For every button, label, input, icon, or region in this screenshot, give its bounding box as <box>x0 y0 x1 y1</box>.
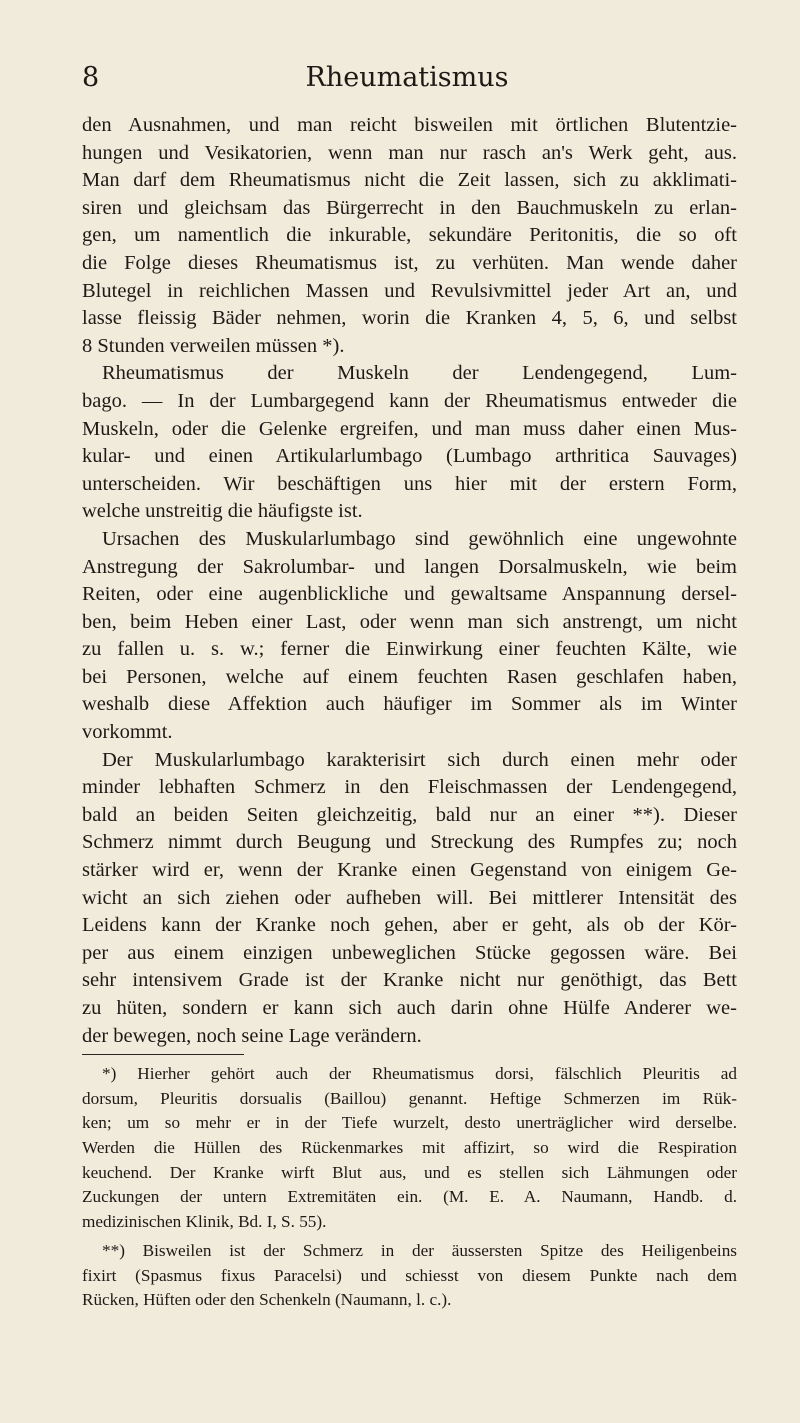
text-line: stärker wird er, wenn der Kranke einen Gegenstand von einigem Ge- <box>82 859 737 882</box>
text-line: Ursachen des Muskularlumbago sind gewöhnlich eine ungewohnte <box>102 527 737 550</box>
page-header <box>82 62 732 102</box>
main-text <box>82 112 737 1050</box>
footnote-divider <box>82 1054 244 1055</box>
text-line: lasse fleissig Bäder nehmen, worin die Kranken 4, 5, 6, und selbst <box>82 307 737 330</box>
text-line: per aus einem einzigen unbeweglichen Stücke gegossen wäre. Bei <box>82 941 737 964</box>
text-line: Schmerz nimmt durch Beugung und Streckung des Rumpfes zu; noch <box>82 831 737 854</box>
text-line: unterscheiden. Wir beschäftigen uns hier mit der erstern Form, <box>82 472 737 495</box>
text-line: welche unstreitig die häufigste ist. <box>82 500 363 523</box>
text-line: vorkommt. <box>82 721 173 744</box>
text-line: Man darf dem Rheumatismus nicht die Zeit lassen, sich zu akklimati- <box>82 169 737 192</box>
footnote-line: Zuckungen der untern Extremitäten ein. (M. E. A. Naumann, Handb. d. <box>82 1187 737 1207</box>
footnote-line: keuchend. Der Kranke wirft Blut aus, und es stellen sich Lähmungen oder <box>82 1162 737 1182</box>
text-line: sehr intensivem Grade ist der Kranke nicht nur genöthigt, das Bett <box>82 969 737 992</box>
footnote-line: *) Hierher gehört auch der Rheumatismus dorsi, fälschlich Pleuritis ad <box>102 1064 737 1083</box>
text-line: gen, um namentlich die inkurable, sekundäre Peritonitis, die so oft <box>82 224 737 247</box>
text-line: bago. — In der Lumbargegend kann der Rheumatismus entweder die <box>82 389 737 412</box>
running-title: Rheumatismus <box>305 62 509 93</box>
text-line: siren und gleichsam das Bürgerrecht in den Bauchmuskeln zu erlan- <box>82 196 737 219</box>
text-line: 8 Stunden verweilen müssen *). <box>82 334 345 357</box>
text-line: wicht an sich ziehen oder aufheben will. Bei mittlerer Intensität des <box>82 886 737 909</box>
text-line: den Ausnahmen, und man reicht bisweilen mit örtlichen Blutentzie- <box>82 114 737 136</box>
page-number: 8 <box>82 62 100 93</box>
text-line: bald an beiden Seiten gleichzeitig, bald nur an einer **). Dieser <box>82 803 737 826</box>
footnote-line: dorsum, Pleuritis dorsualis (Baillou) genannt. Heftige Schmerzen im Rük- <box>82 1088 737 1108</box>
footnote-line: fixirt (Spasmus fixus Paracelsi) und schiesst von diesem Punkte nach dem <box>82 1265 737 1285</box>
text-line: weshalb diese Affektion auch häufiger im Sommer als im Winter <box>82 693 737 716</box>
text-line: zu fallen u. s. w.; ferner die Einwirkung einer feuchten Kälte, wie <box>82 638 737 661</box>
text-line: kular- und einen Artikularlumbago (Lumbago arthritica Sauvages) <box>82 445 737 468</box>
text-line: die Folge dieses Rheumatismus ist, zu verhüten. Man wende daher <box>82 251 737 274</box>
text-line: hungen und Vesikatorien, wenn man nur rasch an's Werk geht, aus. <box>82 141 737 164</box>
footnote-line: Werden die Hüllen des Rückenmarkes mit affizirt, so wird die Respiration <box>82 1138 737 1158</box>
text-line: minder lebhaften Schmerz in den Fleischmassen der Lendengegend, <box>82 776 737 799</box>
text-line: Leidens kann der Kranke noch gehen, aber er geht, als ob der Kör- <box>82 914 737 937</box>
text-line: ben, beim Heben einer Last, oder wenn man sich anstrengt, um nicht <box>82 610 737 633</box>
text-line: Muskeln, oder die Gelenke ergreifen, und man muss daher einen Mus- <box>82 417 737 440</box>
footnote-line: **) Bisweilen ist der Schmerz in der äussersten Spitze des Heiligenbeins <box>102 1240 737 1260</box>
text-line: Reiten, oder eine augenblickliche und gewaltsame Anspannung dersel- <box>82 583 737 606</box>
text-line: Blutegel in reichlichen Massen und Revulsivmittel jeder Art an, und <box>82 279 737 302</box>
footnote-line: medizinischen Klinik, Bd. I, S. 55). <box>82 1212 327 1232</box>
text-line: Der Muskularlumbago karakterisirt sich durch einen mehr oder <box>102 748 737 771</box>
text-line: der bewegen, noch seine Lage verändern. <box>82 1024 422 1047</box>
section-heading-line: Rheumatismus der Muskeln der Lendengegend, Lum- <box>102 362 737 385</box>
text-line: zu hüten, sondern er kann sich auch darin ohne Hülfe Anderer we- <box>82 997 737 1019</box>
footnotes <box>82 1062 737 1313</box>
text-line: bei Personen, welche auf einem feuchten Rasen geschlafen haben, <box>82 665 737 688</box>
footnote-line: Rücken, Hüften oder den Schenkeln (Naumann, l. c.). <box>82 1290 452 1310</box>
footnote-line: ken; um so mehr er in der Tiefe wurzelt, desto unerträglicher wird derselbe. <box>82 1113 737 1133</box>
text-line: Anstregung der Sakrolumbar- und langen Dorsalmuskeln, wie beim <box>82 555 737 578</box>
